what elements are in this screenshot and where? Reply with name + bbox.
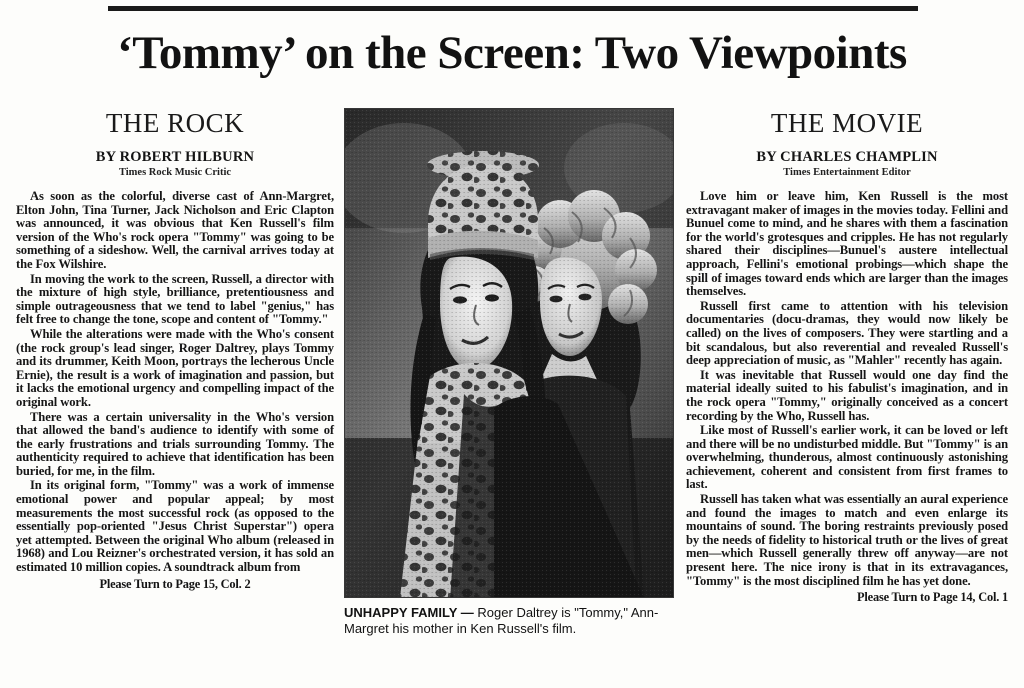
byline-sub-movie: Times Entertainment Editor xyxy=(783,167,911,178)
paragraph: In its original form, "Tommy" was a work of immense emotional power and popular appeal; by most measurements the most successful rock (as opposed to the essentially pop-oriented "Jesus Christ Superstar") opera yet attempted. Between the original Who album (released in 1968) and Lou Reizner's orchestrated version, it has sold an estimated 10 million copies. A soundtrack album from xyxy=(16,478,334,575)
tommy-film-still-photo xyxy=(344,108,674,598)
column-the-rock xyxy=(16,108,334,592)
byline-rock: BY ROBERT HILBURN xyxy=(95,149,255,165)
article-body-movie xyxy=(686,190,1008,588)
section-title-movie: THE MOVIE xyxy=(770,108,924,138)
top-divider-rule xyxy=(108,6,918,11)
paragraph: Like most of Russell's earlier work, it can be loved or left and there will be no undisturbed middle. But "Tommy" is an overwhelming, thunderous, almost continuously astonishing achievement, coherent and consistent from first frames to last. xyxy=(686,423,1008,492)
paragraph: As soon as the colorful, diverse cast of Ann-Margret, Elton John, Tina Turner, Jack Nicholson and Eric Clapton was announced, it was obvious that Ken Russell's film version of the Who's rock opera "Tommy" was going to be something of a sideshow. Well, the carnival arrives today at the Fox Wilshire. xyxy=(16,189,334,271)
column-photo xyxy=(344,108,674,636)
paragraph: Love him or leave him, Ken Russell is the most extravagant maker of images in the movies today. Fellini and Bunuel come to mind, and he shares with them a fascination for the world's grotesques and cripples. He has not regularly shared their disciplines—Bunuel's austere intellectual approach, Fellini's emotional probings—which shape the spill of images toward ends which are larger than the images themselves. xyxy=(686,189,1008,299)
caption-lead: UNHAPPY FAMILY — xyxy=(344,605,474,620)
page-headline: ‘Tommy’ on the Screen: Two Viewpoints xyxy=(117,27,907,79)
byline-sub-rock: Times Rock Music Critic xyxy=(118,167,232,178)
byline-movie: BY CHARLES CHAMPLIN xyxy=(756,149,938,165)
three-column-layout xyxy=(0,108,1024,678)
paragraph: Russell has taken what was essentially an aural experience and found the images to match and even enlarge its mountains of sound. The boring restraints previously posed by the needs of fidelity to historical truth or the lives of great men—which Russell generally threw off anyway—are not present here. The nice irony is that in its extravagances, "Tommy" is the most disciplined film he has yet done. xyxy=(686,492,1008,588)
section-title-rock: THE ROCK xyxy=(105,108,245,138)
continuation-line-rock[interactable]: Please Turn to Page 15, Col. 2 xyxy=(99,576,251,591)
caption-text: Roger Daltrey is "Tommy," Ann-Margret his mother in Ken Russell's film. xyxy=(344,605,659,636)
paragraph: It was inevitable that Russell would one day find the material ideally suited to his fabulist's imagination, and in the rock opera "Tommy," originally conceived as a concert recording by the Who, Russell has. xyxy=(686,367,1008,423)
photo-illustration xyxy=(344,108,674,598)
paragraph: Russell first came to attention with his television documentaries (docu-dramas, they would now likely be called) on the lives of composers. They were startling and a bit scandalous, but also reverential and revealed Russell's deep appreciation of music, as "Mahler" recently has again. xyxy=(686,298,1008,368)
column-the-movie xyxy=(686,108,1008,605)
paragraph: In moving the work to the screen, Russell, a director with the mixture of high style, brilliance, pretentiousness and simple outrageousness that we tend to label "genius," has felt free to change the tone, scope and content of "Tommy." xyxy=(16,271,334,327)
paragraph: There was a certain universality in the Who's version that allowed the band's audience to identify with some of the early frustrations and trials surrounding Tommy. The authenticity required to achieve that identification has been buried, for me, in the film. xyxy=(16,409,334,478)
continuation-line-movie[interactable]: Please Turn to Page 14, Col. 1 xyxy=(857,590,1008,605)
article-body-rock xyxy=(16,190,334,575)
photo-caption xyxy=(344,605,674,636)
paragraph: While the alterations were made with the Who's consent (the rock group's lead singer, Roger Daltrey, plays Tommy and its drummer, Keith Moon, portrays the lecherous Uncle Ernie), the result is a work of imagination and passion, but it lacks the emotional urgency and compelling impact of the original work. xyxy=(16,326,334,409)
